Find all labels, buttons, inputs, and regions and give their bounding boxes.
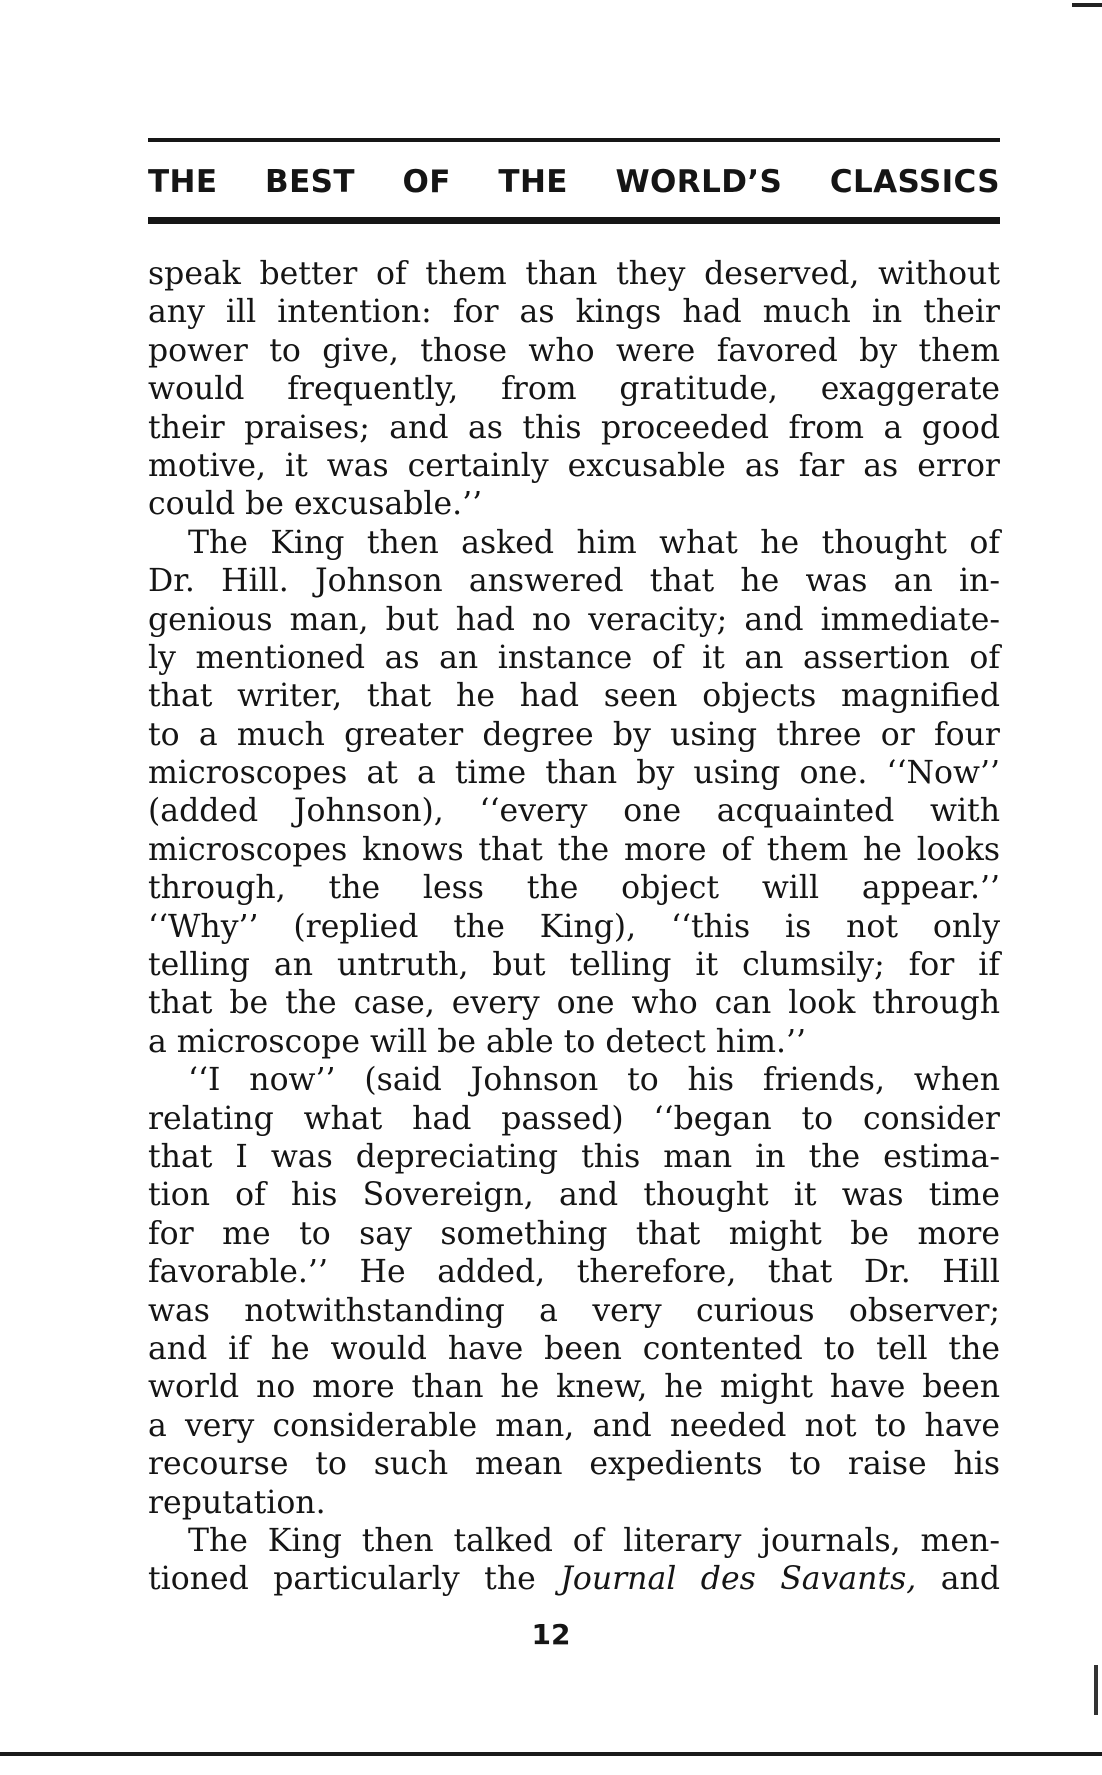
header-rule-bottom — [148, 217, 1000, 224]
text-line: reputation. — [148, 1484, 326, 1521]
text-segment: tioned particularly the — [148, 1561, 561, 1598]
text-line: to a much greater degree by using three or four — [148, 716, 1000, 753]
text-line: any ill intention: for as kings had much in their — [148, 294, 1000, 331]
text-line: a microscope will be able to detect him.’’ — [148, 1023, 807, 1060]
text-line: motive, it was certainly excusable as far as error — [148, 447, 1000, 484]
journal-title: Journal des Savants, — [560, 1561, 917, 1598]
running-head: THE BEST OF THE WORLD’S CLASSICS — [148, 164, 1000, 200]
text-line: would frequently, from gratitude, exaggerate — [148, 371, 1000, 408]
page-edge-mark — [1094, 1665, 1098, 1715]
text-line — [148, 1560, 1000, 1598]
page-edge-mark — [1072, 3, 1102, 7]
text-line: microscopes at a time than by using one. ‘‘Now’’ — [148, 755, 1000, 792]
page-number: 12 — [531, 1618, 571, 1651]
body-text — [148, 255, 1000, 1599]
text-line: for me to say something that might be more — [148, 1215, 1000, 1252]
text-line: tion of his Sovereign, and thought it was time — [148, 1177, 1000, 1214]
text-line: could be excusable.’’ — [148, 486, 483, 523]
text-line: genious man, but had no veracity; and immediate- — [148, 601, 1000, 638]
text-line: through, the less the object will appear.’’ — [148, 870, 1000, 907]
text-line: speak better of them than they deserved, without — [148, 256, 1000, 292]
text-line: ly mentioned as an instance of it an assertion of — [148, 639, 1000, 676]
text-line: Dr. Hill. Johnson answered that he was an in- — [148, 563, 1000, 600]
text-line: relating what had passed) ‘‘began to consider — [148, 1100, 1000, 1137]
header-rule-top — [148, 138, 1000, 142]
text-line: The King then asked him what he thought of — [188, 524, 1000, 561]
text-line: that I was depreciating this man in the estima- — [148, 1138, 1000, 1175]
text-line: a very considerable man, and needed not to have — [148, 1407, 1000, 1444]
bottom-rule — [0, 1752, 1102, 1756]
text-line: favorable.’’ He added, therefore, that Dr. Hill — [148, 1254, 1000, 1291]
text-line: world no more than he knew, he might have been — [148, 1369, 1000, 1406]
text-line: (added Johnson), ‘‘every one acquainted with — [148, 793, 1000, 830]
text-line: was notwithstanding a very curious observer; — [148, 1292, 1000, 1329]
text-line: and if he would have been contented to tell the — [148, 1330, 1000, 1367]
text-line: recourse to such mean expedients to raise his — [148, 1446, 1000, 1483]
text-segment: and — [916, 1561, 1000, 1598]
text-line: that writer, that he had seen objects magnified — [148, 678, 1000, 715]
text-line: microscopes knows that the more of them he looks — [148, 831, 1000, 868]
text-line: ‘‘I now’’ (said Johnson to his friends, when — [188, 1062, 1000, 1099]
text-line: The King then talked of literary journals, men- — [188, 1522, 1000, 1559]
text-line: ‘‘Why’’ (replied the King), ‘‘this is not only — [148, 908, 1000, 945]
text-line: that be the case, every one who can look through — [148, 985, 1000, 1022]
text-line: their praises; and as this proceeded from a good — [148, 409, 1000, 446]
text-line: power to give, those who were favored by them — [148, 332, 1000, 369]
text-line: telling an untruth, but telling it clumsily; for if — [148, 947, 1000, 984]
